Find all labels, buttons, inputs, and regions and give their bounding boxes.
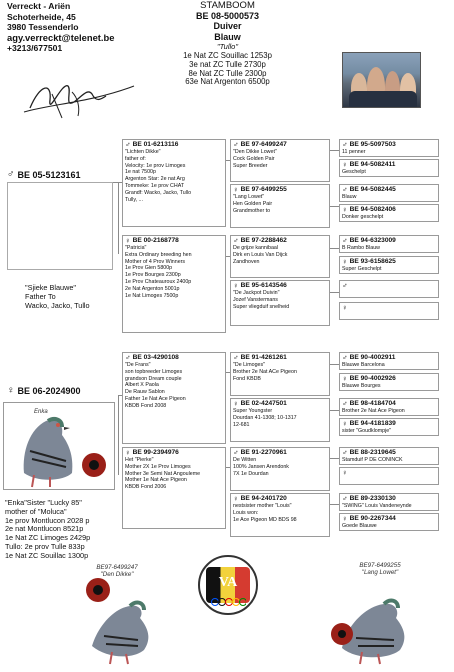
gen3-box-3-line: "De Jackpot Duivin" (233, 290, 280, 296)
gen4-box-11 (339, 418, 439, 436)
gen3-box-2-male-icon: ♂ (233, 236, 239, 245)
gen2-box-1-line: 1e Nat Limoges 7500p (125, 292, 179, 299)
gen4-box-5-line: Super Geschelpt (342, 266, 382, 272)
gen4-box-1-female-icon: ♀ (342, 160, 348, 169)
gen4-box-3-ring (342, 206, 436, 214)
gen2-box-1-line: 1e Prov Bourges 2300p (125, 272, 181, 279)
connector-g3-7 (330, 504, 339, 505)
gen4-box-1 (339, 159, 439, 177)
gen2-box-1-line: 1e Prov Chateauroux 2400p (125, 278, 192, 285)
gen4-box-14 (339, 493, 439, 511)
female-icon: ♀ (7, 385, 15, 396)
gen3-box-4-ring (233, 354, 327, 362)
gen4-box-15-female-icon: ♀ (342, 514, 348, 523)
pedigree-header (150, 1, 305, 87)
owner-email[interactable]: agy.verreckt@telenet.be (7, 31, 115, 43)
gen2-box-3-line: Het "Pierke" (125, 457, 154, 463)
connector-g3-1 (330, 206, 339, 207)
gen4-box-9-ring (342, 375, 436, 383)
gen2-box-0-line: Tommeke: 1e prov CHAT (125, 182, 185, 189)
gen2-box-0-line: 1e nat 7500p (125, 169, 156, 176)
gen3-box-7-line: Louis won: (233, 509, 259, 516)
gen4-box-2-line: Blauw (342, 194, 357, 200)
gen2-box-3 (122, 447, 226, 529)
main-result-2: 3e nat ZC Tulle 2730p (189, 59, 266, 69)
olympic-rings-icon (210, 597, 246, 607)
gen2-box-3-ring-number: BE 99-2394976 (132, 449, 179, 456)
gen3-box-1-line: "Lang Lowet" (233, 194, 265, 200)
main-result-1: 1e Nat ZC Souillac 1253p (183, 51, 272, 61)
gen2-box-0-line: "Lichten Dikke" (125, 149, 161, 155)
connector-g2-2 (226, 372, 230, 373)
gen4-box-14-male-icon: ♂ (342, 494, 348, 503)
gen4-box-11-ring-number: BE 94-4181839 (349, 420, 396, 427)
gen4-box-12-ring (342, 449, 436, 457)
gen3-box-6-ring (233, 449, 327, 457)
gen4-box-15-line: Goede Blauwe (342, 523, 377, 529)
gen4-box-6-male-icon: ♂ (342, 281, 348, 290)
gen2-box-1-line: 2e Nat Argenton 5001p (125, 285, 180, 292)
gen3-box-5-line: Super Youngster (233, 408, 273, 414)
gen3-box-1-line: Hen Golden Pair (233, 200, 273, 207)
gen4-box-14-ring (342, 495, 436, 503)
connector-g2-1 (226, 256, 230, 257)
gen4-box-9-ring-number: BE 90-4002926 (349, 375, 396, 382)
gen3-box-6-line: 7X 1e Dourdan (233, 470, 269, 477)
gen4-box-3-line: Donker geschelpt (342, 214, 384, 220)
dam-notes: "Enka"Sister "Lucky 85" mother of "Moluca" 1e prov Montlucon 2028 p 2e nat Montlucon 8521p 1e Nat ZC Limoges 2429p Tullo: 2e prov Tulle 833p 1e Nat ZC Souillac 1300p (5, 498, 91, 560)
gen4-box-5-ring (342, 258, 436, 266)
gen2-box-0-line: Grandf: Wacko, Jacko, Tullo (125, 189, 192, 196)
gen4-box-12-male-icon: ♂ (342, 448, 348, 457)
signature-drawing (22, 74, 136, 124)
gen2-box-2-line: KBDB Fond 2008 (125, 402, 167, 409)
gen2-box-2-line: Albert X Paola (125, 382, 159, 389)
gen3-box-2-line: De grijze kannibaal (233, 245, 279, 251)
gen4-box-5 (339, 256, 439, 274)
gen4-box-11-female-icon: ♀ (342, 419, 348, 428)
main-color: Blauw (214, 31, 241, 42)
connector-g2-0 (226, 160, 230, 161)
gen4-box-14-ring-number: BE 89-2330130 (349, 495, 396, 502)
gen2-box-2-line: "De Frans" (125, 362, 151, 368)
gen3-box-5-female-icon: ♀ (233, 399, 239, 408)
male-icon: ♂ (7, 169, 15, 180)
logo-text: VA (218, 575, 238, 590)
gen4-box-6-ring (342, 282, 436, 290)
gen4-box-4 (339, 235, 439, 253)
gen3-box-1 (230, 184, 330, 228)
dam-photo (3, 402, 115, 490)
owner-name: Verreckt - Ariën (7, 1, 71, 11)
gen3-box-5-line: 12-681 (233, 421, 250, 428)
gen2-box-2-ring (125, 354, 223, 362)
main-ring-number: BE 08-5000573 (195, 11, 260, 22)
gen4-box-15-ring (342, 515, 436, 523)
gen4-box-2-ring-number: BE 94-5082445 (349, 186, 396, 193)
gen4-box-7-female-icon: ♀ (342, 303, 348, 312)
gen2-box-3-line: Mother 3e Semi Nat Angouleme (125, 470, 201, 477)
gen3-box-4-line: Brother 2e Nat ACe Pigeon (233, 368, 297, 375)
gen2-box-0-line: Tully, ... (125, 196, 143, 203)
gen4-box-12 (339, 447, 439, 465)
gen4-box-10-ring (342, 400, 436, 408)
gen2-box-0-line: Argenton Star: 2e nat Arg (125, 176, 185, 183)
gen4-box-12-ring-number: BE 88-2319645 (349, 449, 396, 456)
gen2-box-0-ring (125, 141, 223, 149)
gen4-box-0-ring-number: BE 95-5097503 (349, 141, 396, 148)
connector-dam-v (118, 395, 119, 475)
gen4-box-3 (339, 204, 439, 222)
gen4-box-9-line: Blauwe Bourges (342, 383, 381, 389)
gen2-box-3-line: Mother 2X 1e Prov Limoges (125, 463, 191, 470)
gen3-box-5-ring-number: BE 02-4247501 (240, 400, 287, 407)
gen4-box-12-line: Stamduif P DE CONINCK (342, 457, 403, 463)
gen4-box-11-ring (342, 420, 436, 428)
gen3-box-7-line: nestsister mother "Louis" (233, 503, 292, 509)
gen3-box-4-line: Fond KBDB (233, 375, 261, 382)
gen3-box-5-line: Dourdan 41-1308; 10-1317 (233, 414, 297, 421)
gen3-box-7-ring (233, 495, 327, 503)
page-title: STAMBOOM (200, 0, 255, 11)
gen4-box-8-male-icon: ♂ (342, 353, 348, 362)
gen4-box-0-line: 11 penner (342, 149, 366, 155)
gen3-box-2-line: Dirk en Louis Van Dijck (233, 251, 288, 258)
gen3-box-4 (230, 352, 330, 396)
gen4-box-4-line: B Rambo Blauw (342, 245, 380, 251)
gen3-box-7-female-icon: ♀ (233, 494, 239, 503)
owner-city: 3980 Tessenderlo (7, 22, 79, 32)
dam-ring: ♀ BE 06-2024900 (7, 385, 81, 396)
gen3-box-3-ring (233, 282, 327, 290)
gen2-box-1-line: "Patricia" (125, 245, 147, 251)
gen4-box-2 (339, 184, 439, 202)
gen4-box-3-female-icon: ♀ (342, 205, 348, 214)
gen3-box-1-line: Grandmother to (233, 207, 271, 214)
gen2-box-1-female-icon: ♀ (125, 236, 131, 245)
gen2-box-1-ring-number: BE 00-2168778 (132, 237, 179, 244)
main-sex: Duiver (213, 21, 242, 32)
connector-g3-3 (330, 292, 339, 293)
main-name: "Tullo" (216, 41, 239, 51)
gen3-box-0 (230, 139, 330, 182)
gen3-box-5-ring (233, 400, 327, 408)
gen3-box-4-line: "De Limoges" (233, 362, 266, 368)
club-logo (198, 555, 258, 615)
gen4-box-10-male-icon: ♂ (342, 399, 348, 408)
gen3-box-0-ring (233, 141, 327, 149)
gen4-box-13 (339, 467, 439, 485)
gen4-box-1-line: Geschelpt (342, 169, 366, 175)
gen4-box-15-ring-number: BE 90-2267344 (349, 515, 396, 522)
gen2-box-3-line: Mother 1e Nat Ace Pigeon (125, 477, 187, 484)
gen4-box-0 (339, 139, 439, 157)
gen4-box-4-ring-number: BE 94-6323009 (349, 237, 396, 244)
gen3-box-6-line: 100% Jansen Arendonk (233, 463, 289, 470)
gen4-box-8-ring-number: BE 90-4002911 (349, 354, 396, 361)
gen3-box-0-line: Cock Golden Pair (233, 155, 275, 162)
sire-ring: ♂ BE 05-5123161 (7, 169, 81, 180)
dam-pigeon-illustration (4, 403, 115, 490)
owner-family-photo (342, 52, 421, 108)
gen3-box-3-line: Super vliegduif snelheid (233, 303, 290, 310)
gen4-box-10-ring-number: BE 98-4184704 (349, 400, 396, 407)
right-pigeon-illustration (322, 576, 422, 666)
connector-g3-5 (330, 410, 339, 411)
gen3-box-6-ring-number: BE 91-2270961 (240, 449, 287, 456)
gen3-box-2-line: Zandhoven (233, 258, 260, 265)
gen3-box-4-male-icon: ♂ (233, 353, 239, 362)
gen4-box-2-ring (342, 186, 436, 194)
gen2-box-2-line: grandson Dream couple (125, 375, 182, 382)
gen3-box-1-female-icon: ♀ (233, 185, 239, 194)
gen4-box-1-ring (342, 161, 436, 169)
gen4-box-15 (339, 513, 439, 531)
gen4-box-6 (339, 280, 439, 298)
gen3-box-1-ring (233, 186, 327, 194)
gen4-box-7-ring (342, 304, 436, 312)
gen4-box-1-ring-number: BE 94-5082411 (349, 161, 396, 168)
gen2-box-2-ring-number: BE 03-4290108 (132, 354, 179, 361)
main-result-3: 8e Nat ZC Tulle 2300p (188, 68, 267, 78)
sire-photo-placeholder (7, 182, 113, 270)
gen2-box-2-line: Father 1e Nat Ace Pigeon (125, 395, 186, 402)
gen3-box-6 (230, 447, 330, 491)
gen4-box-11-line: sister "Goudklompje" (342, 428, 392, 434)
gen4-box-3-ring-number: BE 94-5082406 (349, 206, 396, 213)
sire-notes: "Sjieke Blauwe" Father To Wacko, Jacko, Tullo (25, 283, 90, 310)
owner-block (7, 1, 147, 54)
gen3-box-0-ring-number: BE 97-6499247 (240, 141, 287, 148)
gen4-box-8-ring (342, 354, 436, 362)
gen3-box-3 (230, 280, 330, 326)
gen2-box-2-male-icon: ♂ (125, 353, 131, 362)
connector-g3-4 (330, 364, 339, 365)
gen3-box-6-line: De Witten (233, 457, 257, 463)
gen4-box-0-ring (342, 141, 436, 149)
owner-street: Schoterheide, 45 (7, 11, 76, 22)
gen3-box-7-line: 1e Ace Pigeon MD BDS 98 (233, 516, 297, 523)
gen4-box-8-line: Blauwe Barcelona (342, 362, 385, 368)
gen2-box-1-line: Extra Ordinary breeding hen (125, 251, 192, 258)
gen4-box-10-line: Brother 2e Nat Ace Pigeon (342, 408, 405, 414)
connector-g3-6 (330, 458, 339, 459)
gen3-box-6-male-icon: ♂ (233, 448, 239, 457)
gen4-box-13-female-icon: ♀ (342, 468, 348, 477)
gen4-box-10 (339, 398, 439, 416)
gen4-box-0-male-icon: ♂ (342, 140, 348, 149)
left-pigeon-illustration (82, 576, 162, 666)
gen4-box-2-male-icon: ♂ (342, 185, 348, 194)
gen2-box-2 (122, 352, 226, 444)
connector-g3-2 (330, 248, 339, 249)
left-pigeon-label: BE97-6499247 "Den Dikke" (96, 564, 138, 578)
gen2-box-1-line: Mother of 4 Prov Winners (125, 258, 186, 265)
dam-photo-label: Enka (34, 409, 48, 415)
gen3-box-2 (230, 235, 330, 278)
right-pigeon-label: BE97-6499255 "Lang Lowet" (359, 562, 401, 576)
connector-g2-3 (226, 467, 230, 468)
gen3-box-2-ring (233, 237, 327, 245)
gen3-box-7 (230, 493, 330, 537)
gen3-box-0-line: "Den Dikke Lowet" (233, 149, 277, 155)
gen3-box-2-ring-number: BE 97-2288462 (240, 237, 287, 244)
gen2-box-1 (122, 235, 226, 333)
gen4-box-5-ring-number: BE 93-6158625 (349, 258, 396, 265)
connector-g3-0 (330, 150, 339, 151)
gen4-box-13-ring (342, 469, 436, 477)
gen2-box-0-line: Velocity: 1e prov Limoges (125, 162, 186, 169)
gen4-box-5-female-icon: ♀ (342, 257, 348, 266)
gen2-box-2-line: son topbreeder Limoges (125, 368, 183, 375)
gen2-box-3-line: KBDB Fond 2006 (125, 484, 167, 491)
gen2-box-0-ring-number: BE 01-6213116 (132, 141, 179, 148)
gen2-box-0-male-icon: ♂ (125, 140, 131, 149)
gen4-box-14-line: "SWING" Louis Vandeneynde (342, 503, 412, 509)
gen3-box-7-ring-number: BE 94-2401720 (240, 495, 287, 502)
gen2-box-1-ring (125, 237, 223, 245)
gen3-box-0-male-icon: ♂ (233, 140, 239, 149)
gen3-box-3-ring-number: BE 95-6143546 (240, 282, 287, 289)
gen3-box-1-ring-number: BE 97-6499255 (240, 186, 287, 193)
gen2-box-2-line: De Rauw Sablon (125, 389, 165, 396)
owner-phone: +3213/677501 (7, 43, 63, 53)
gen3-box-3-female-icon: ♀ (233, 281, 239, 290)
gen4-box-4-ring (342, 237, 436, 245)
gen3-box-0-line: Super Breeder (233, 162, 268, 169)
main-result-4: 63e Nat Argenton 6500p (185, 77, 270, 87)
gen4-box-4-male-icon: ♂ (342, 236, 348, 245)
connector-sire-v (118, 182, 119, 254)
gen4-box-7 (339, 302, 439, 320)
gen3-box-3-line: Jozef Vanstermans (233, 296, 278, 303)
gen2-box-0 (122, 139, 226, 227)
gen2-box-1-line: 1e Prov Gien 5800p (125, 265, 173, 272)
gen4-box-9-female-icon: ♀ (342, 374, 348, 383)
gen4-box-8 (339, 352, 439, 370)
gen2-box-0-line: father of: (125, 155, 146, 162)
gen2-box-3-female-icon: ♀ (125, 448, 131, 457)
gen2-box-3-ring (125, 449, 223, 457)
gen4-box-9 (339, 373, 439, 391)
gen3-box-5 (230, 398, 330, 442)
gen3-box-4-ring-number: BE 91-4261261 (240, 354, 287, 361)
